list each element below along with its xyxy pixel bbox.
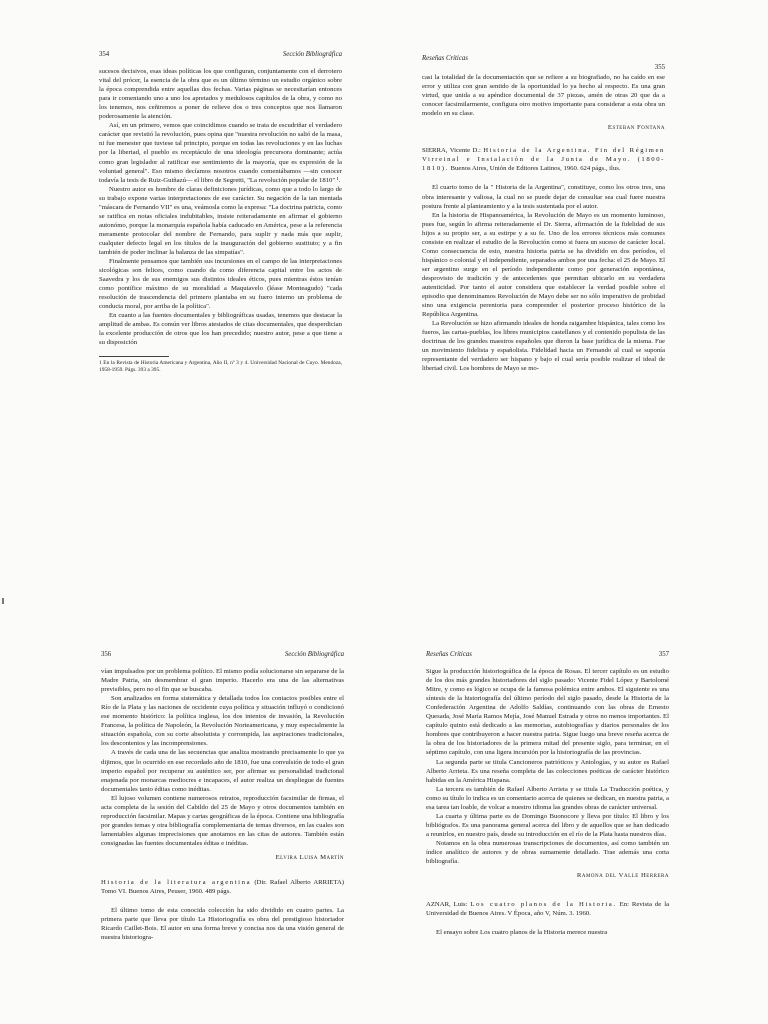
entry-author: AZNAR, Luis:: [426, 901, 468, 909]
paragraph: casi la totalidad de la documentación que se refiere a su biografiado, no ha caído en ese error y utiliza con gran sentido de la oportunidad lo ya hecho al respecto. Es una gran virtud, que unida a su apéndice documental de 37 piezas, amén de otras 20 que da a conocer facsimilarmente, configura otro motivo importante para considerar a esta obra un modelo en su clase.: [422, 74, 665, 118]
scan-edge-mark: [2, 598, 4, 604]
page-header: [422, 54, 665, 71]
paragraph: vían impulsados por un problema político. El mismo podía solucionarse sin separarse de la Madre Patria, sin desmembrar el gran imperio. Hacerlo era una de las alternativas previsibles, pero no el fin que se buscaba.: [101, 668, 344, 694]
page-356: [101, 650, 344, 1024]
entry-publication: (Dir. Rafael Alberto ARRIETA) Tomo VI. Buenos Aires, Peuser, 1960. 489 págs.: [101, 879, 344, 896]
bibliographic-entry: [426, 900, 669, 918]
paragraph: El cuarto tomo de la " Historia de la Argentina", constituye, como los otros tres, una obra interesante y valiosa, la cual no se puede dejar de consultar sea cual fuere nuestra postura frente al planteamiento y a la tesis sustentada por el autor.: [422, 184, 665, 210]
running-head: Sección Bibliográfica: [284, 651, 344, 658]
paragraph: sucesos decisivos, esas ideas políticas los que configuran, conjuntamente con el derrotero vital del prócer, la esencia de la obra que es un último término un estudio orgánico sobre la época comprendida entre aquellas dos fechas. Varias páginas se necesitarían entonces para ir comentando uno a uno los apretados y medulosos capítulos de la obra, y como no los tenemos, nos ceñiremos a poner de relieve dos o tres conceptos que nos llamaron poderosamente la atención.: [99, 68, 342, 121]
paragraph: Así, en un primero, vemos que coincidimos cuando se trata de escudriñar el verdadero carácter que revistió la revolución, pues opina que "nuestra revolución no salió de la masa, ni fue menester que tuviese tal principio, porque en todas las revoluciones y en las luchas por la libertad, el pueblo es receptáculo de una ideología precursora dominante; actúa como gran legislador al ratificar ese sentimiento de la mayoría, que es expresión de la voluntad general". Eso mismo decíamos nosotros cuando comentábamos —sin conocer todavía la tesis de Ruiz-Guiñazú— el libro de Segretti, "La revolución popular de 1810" ¹.: [99, 122, 342, 184]
paragraph: Nuestro autor es hombre de claras definiciones jurídicas, como que a todo lo largo de su trabajo expone varias interpretaciones de ese carácter. Su negación de la tan mentada "máscara de Fernando VII" es una, veámosla como la expresa: "La doctrina patricia, como se ratifica en notas oficiales indubitables, insiste reiteradamente en afirmar el gobierno autonómo, porque la monarquía española había caducado en América, pese a la referencia meramente protocolar del nombre de Fernando, para suplir y nada más que suplir, cualquier defecto legal en los títulos de la inauguración del gobierno sustituto; y a fin también de poder inclinar la balanza de las simpatías".: [99, 185, 342, 256]
page-header: [101, 650, 344, 659]
reviewer-signature: Ramona del Valle Herrera: [576, 872, 669, 880]
entry-author: SIERRA, Vicente D.:: [422, 147, 481, 155]
paragraph: Sigue la producción historiográfica de la época de Rosas. El tercer capítulo es un estudio de los dos más grandes historiadores del siglo pasado: Vicente Fidel López y Bartolomé Mitre, y como es lógico se ocupa de la famosa polémica entre ambos. El siguiente es una síntesis de la historiografía del último período del siglo pasado, desde la Historia de la Confederación Argentina de Adolfo Saldías, continuando con las obras de Ernesto Quesada, José María Ramos Mejía, José Manuel Estrada y otros no menos importantes. El capítulo quinto está dedicado a las memorias, autobiografías y diarios personales de los hombres que contribuyeron a hacer nuestra patria. Sigue luego una breve reseña acerca de la obra de los historiadores de la primera mitad del presente siglo, para terminar, en el séptimo capítulo, con una ligera incursión por la historiografía de las provincias.: [426, 668, 669, 757]
page-number: 356: [101, 651, 112, 658]
reviewer-signature: Elvira Luisa Martín: [275, 853, 344, 861]
footnote: 1 En la Revista de Historia Americana y Argentina, Año II, nº 3 y 4. Universidad Nacional de Cuyo. Mendoza, 1958-1959. Págs. 393 a 395.: [99, 359, 342, 373]
paragraph: A través de cada una de las secuencias que analiza mostrando precisamente lo que ya dijimos, que lo ocurrido en ese recordado año de 1810, fue una convulsión de todo el gran imperio español por recuperar su auténtico ser, por afirmar su personalidad tradicional enajenada por monarcas mediocres e incapaces, el autor realiza un despliegue de fuentes documentales tanto éditas como inéditas.: [101, 749, 344, 793]
paragraph: El último tomo de esta conocida colección ha sido dividido en cuatro partes. La primera parte que lleva por título La Historiografía es obra del prestigioso historiador Ricardo Caillet-Bois. El autor en una forma breve y concisa nos da una visión general de nuestra historiogra-: [101, 907, 344, 942]
paragraph: Finalmente pensamos que también sus incursiones en el campo de las interpretaciones sicológicas son felices, como cuando da como diferencia capital entre los actos de Saavedra y los de sus enemigos sus distintos ideales éticos, pues mientras éstos tenían como pontífice máximo de su moralidad a Maquiavelo (léase Monteagudo) "cada resolución de trascendencia del primero plantaba en su fuero interno un problema de conducta moral, por arriba de la política".: [99, 258, 342, 311]
paragraph: El ensayo sobre Los cuatro planos de la Historia merece nuestra: [436, 929, 608, 937]
paragraph: El lujoso volumen contiene numerosos retratos, reproducción facsimilar de firmas, el acta completa de la sesión del Cabildo del 25 de Mayo y otros documentos también en reproducción facsimilar. Mapas y cartas geográficas de la época. Contiene una bibliografía por grandes temas y otra bibliografía complementaria de temas diversos, en las cuales son lamentables algunas imprecisiones que anotamos en las citas de autores. También están consignadas las fuentes documentales éditas e inéditas.: [101, 794, 344, 847]
paragraph: La cuarta y última parte es de Domingo Buonocore y lleva por título: El libro y los bibliógrafos. Es una panorama general acerca del libro y de aquellos que se han dedicado a reunirlos, en nuestro país, desde su introducción en el río de la Plata hasta nuestros días.: [426, 812, 669, 838]
paragraph: La tercera es también de Rafael Alberto Arrieta y se titula La Traducción poética, y como su título lo indica es un comentario acerca de quienes se dedican, en nuestra patria, a esa tarea tan loable, de volcar a nuestro idioma las grandes obras de carácter universal.: [426, 785, 669, 811]
page-header: [426, 650, 669, 659]
paragraph: Son analizados en forma sistemática y detallada todos los contactos posibles entre el Río de la Plata y las naciones de occidente cuya política y situación influyó o condicionó ese momento histórico: la política inglesa, los dos intentos de invasión, la Revolución Francesa, la política de Napoleón, la Revolución Norteamericana, y muy especialmente la situación española, con su corte absolutista y corrompida, las aspiraciones tradicionales, los descontentos y las incomprensiones.: [101, 695, 344, 748]
paragraph: Notamos en la obra numerosas transcripciones de documentos, así como también un índice analítico de autores y de obras sumamente detallado. Trae además una corta bibliografía.: [426, 839, 669, 866]
page-number: 355: [654, 64, 665, 71]
entry-title: Los cuatro planos de la Historia.: [470, 901, 617, 909]
bibliographic-entry: [101, 878, 344, 896]
entry-title: Historia de la literatura argentina: [101, 879, 252, 887]
paragraph: En cuanto a las fuentes documentales y bibliográficas usadas, tenemos que destacar la amplitud de ambas. Es común ver libros atestados de citas documentales, que desperdician la excelente producción de otros que los han precedido; nuestro autor, pese a que tiene a su disposición: [99, 312, 342, 347]
running-head: Sección Bibliográfica: [282, 51, 342, 58]
page-header: [99, 50, 342, 59]
paragraph: En la historia de Hispanoamérica, la Revolución de Mayo es un momento luminoso, pues fue, según lo afirma reiteradamente el Dr. Sierra, afirmación de la fidelidad de sus hijos a su propio ser, a su estirpe y a su fe. Uno de los errores técnicos más comunes consiste en realizar el estudio de la Revolución como si fuera un suceso de carácter local. Como consecuencia de esto, nuestra historia patria se ha dividido en dos períodos, el hispánico o colonial y el independiente, separados ambos por una fecha: el 25 de Mayo. El ser argentino surge en el período independiente como por generación espontánea, desprovisto de tradición y de antecedentes que permitan ubicarlo en su verdadera autenticidad. Por tanto el autor considera que establecer la verdad posible sobre el episodio que denominamos Revolución de Mayo debe ser no sólo imperativo de probidad sino una exigencia perentoria para comprender el posterior proceso histórico de la República Argentina.: [422, 211, 665, 319]
page-355: [422, 54, 665, 524]
page-357: [426, 650, 669, 1024]
entry-publication: Buenos Aires, Unión de Editores Latinos, 1960. 624 págs., ilus.: [450, 165, 621, 173]
page-number: 354: [99, 51, 110, 58]
paragraph: La segunda parte se titula Cancioneros patrióticos y Antologías, y su autor es Rafael Alberto Arrieta. Es una reseña completa de las colecciones poéticas de carácter histórico habidas en la América Hispana.: [426, 758, 669, 784]
paragraph: La Revolución se hizo afirmando ideales de honda raigambre hispánica, tales como los fueros, las cartas-pueblas, los libres municipios castellanos y el contenido populista de las doctrinas de los grandes maestros españoles que dieron la base jurídica de la misma. Fue un movimiento fidelista y españolista. Fidelidad hacia un Fernando al cual se suponía representante del verdadero ser hispano y bajo el cual sería posible realizar el ideal de libertad civil. Los hombres de Mayo se mo-: [422, 320, 665, 373]
running-head: Reseñas Críticas: [422, 55, 468, 62]
page-number: 357: [658, 651, 669, 658]
running-head: Reseñas Críticas: [426, 651, 472, 658]
entry-title: Historia de la Argentina. Fin del Régimen Virreinal e Instalación de la Junta de Mayo. (1800-1810).: [422, 147, 665, 173]
page-354: [99, 50, 342, 515]
reviewer-signature: Esteban Fontana: [607, 124, 665, 132]
bibliographic-entry: [422, 146, 665, 173]
entry-publication: En: Revista de la Universidad de Buenos Aires. V Época, año V, Núm. 3. 1960.: [426, 901, 669, 918]
